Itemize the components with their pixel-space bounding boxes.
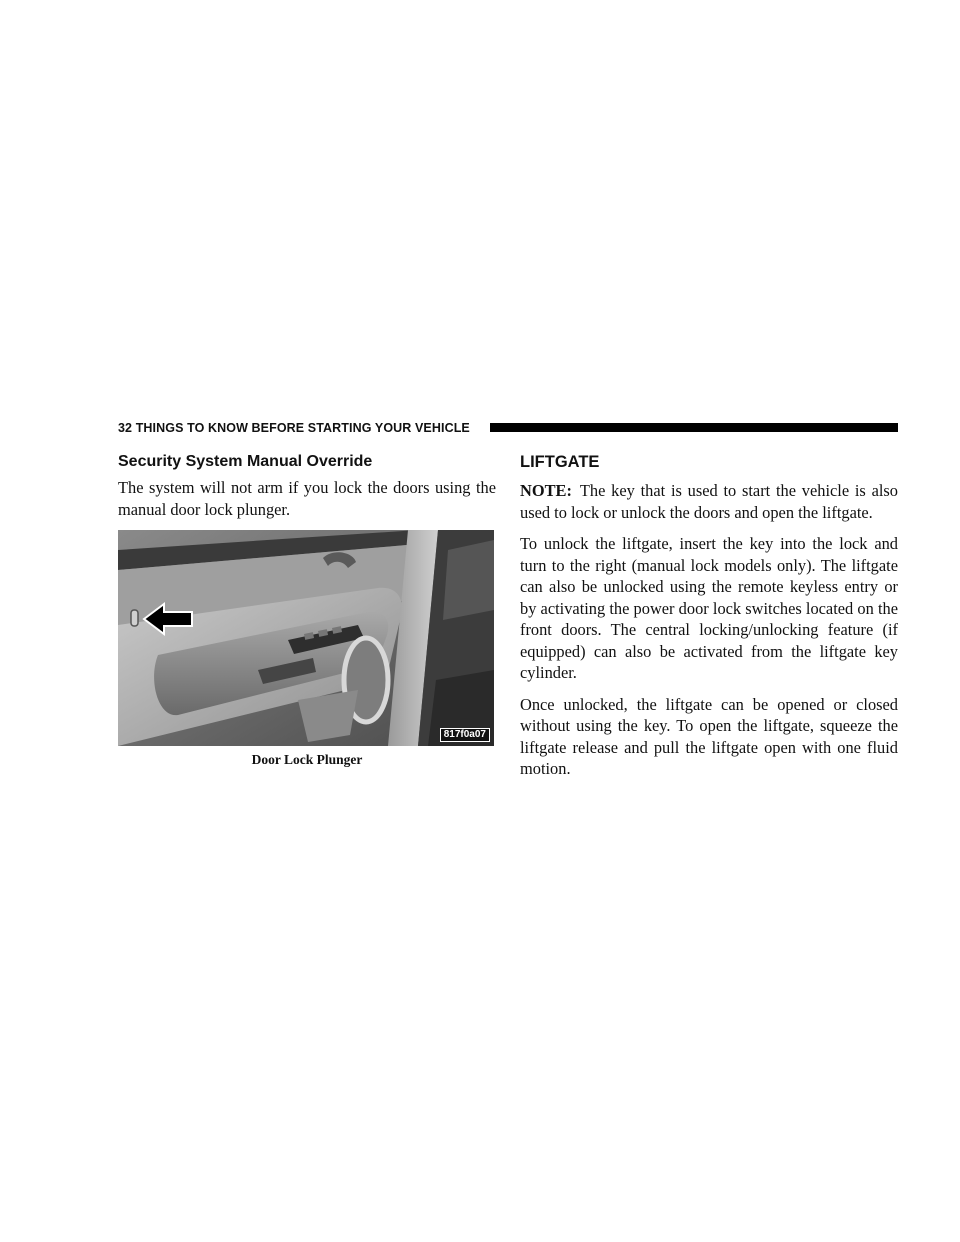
header-rule: [490, 423, 898, 432]
page-number: 32: [118, 421, 133, 435]
liftgate-unlock-paragraph: To unlock the liftgate, insert the key into the lock and turn to the right (manual lock models only). The liftgate can also be unlocked using the remote keyless entry or by activating the power door lock switches located on the front doors. The central locking/unlocking feature (if equipped) can also be activated from the liftgate key cylinder.: [520, 534, 898, 682]
left-column: [118, 452, 496, 769]
note-text: The key that is used to start the vehicle is also used to lock or unlock the doors and open the liftgate.: [520, 481, 898, 522]
header-text: [118, 420, 470, 436]
door-panel-illustration: [118, 530, 494, 746]
note-label: NOTE:: [520, 481, 572, 500]
section-title: THINGS TO KNOW BEFORE STARTING YOUR VEHICLE: [135, 421, 470, 435]
door-lock-plunger-figure: [118, 530, 494, 746]
security-override-paragraph: The system will not arm if you lock the doors using the manual door lock plunger.: [118, 478, 496, 519]
security-override-heading: Security System Manual Override: [118, 453, 373, 470]
right-column: [520, 452, 898, 790]
page-header: [118, 420, 898, 436]
figure-caption: Door Lock Plunger: [251, 752, 363, 767]
figure-code: 817f0a07: [440, 728, 490, 742]
liftgate-note: [520, 480, 898, 523]
liftgate-open-paragraph: Once unlocked, the liftgate can be opened or closed without using the key. To open the liftgate, squeeze the liftgate release and pull the liftgate open with one fluid motion.: [520, 694, 898, 778]
liftgate-heading: LIFTGATE: [520, 453, 600, 471]
